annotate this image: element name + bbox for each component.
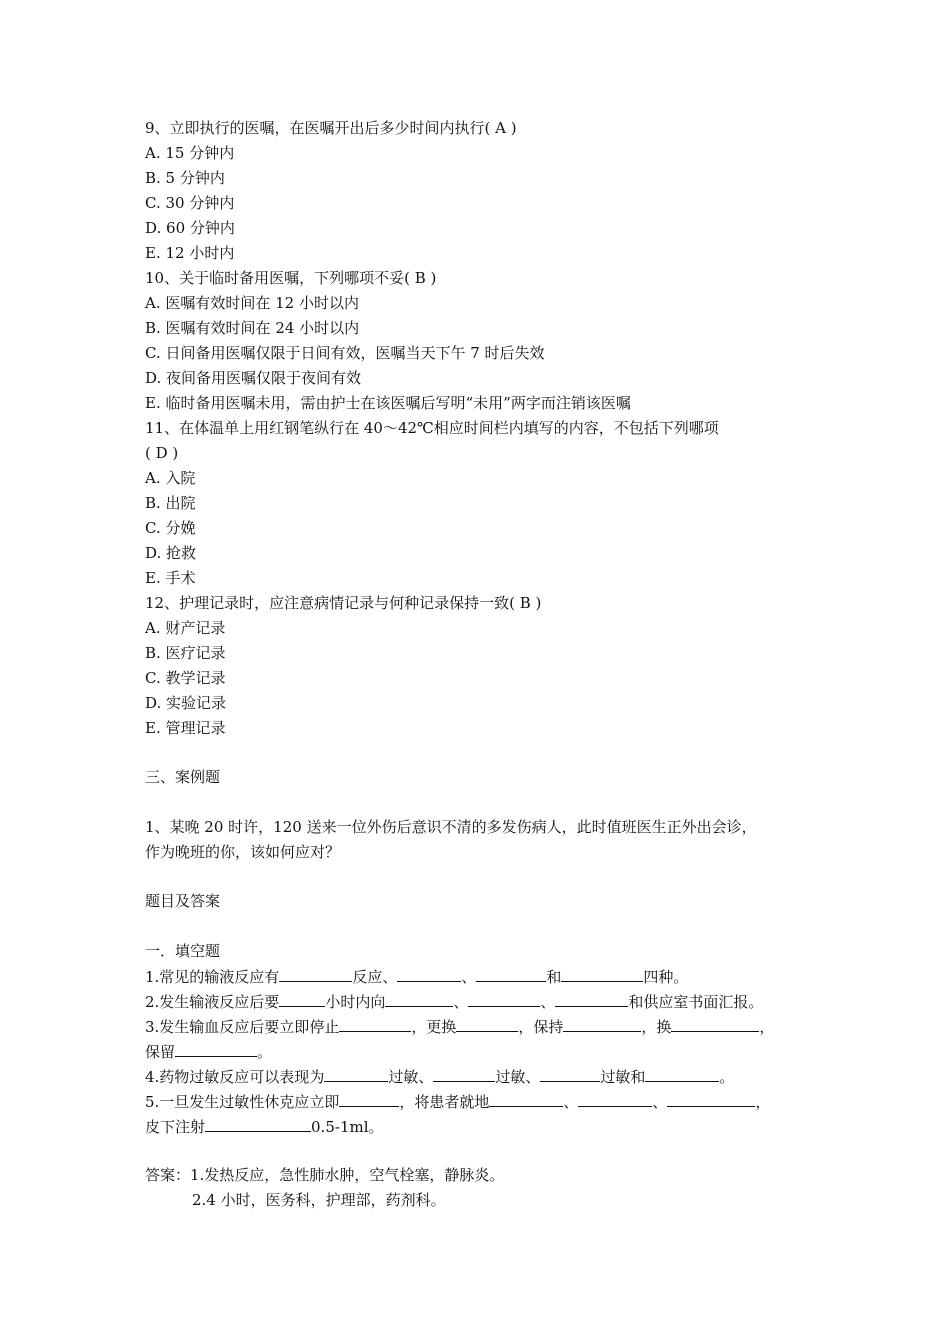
question-11-option-c: C. 分娩 [145,519,196,537]
question-10-option-d: D. 夜间备用医嘱仅限于夜间有效 [145,369,362,387]
fill-q5-text-c: 、 [563,1093,579,1111]
blank-line [205,1116,311,1132]
blank-line [175,1041,257,1057]
fill-q4-text-d: 过敏和 [600,1068,646,1086]
fill-question-5-continued [145,1116,384,1137]
question-12-option-d: D. 实验记录 [145,694,227,712]
fill-q3-text-c: ，保持 [518,1018,564,1036]
blank-line [468,991,540,1007]
fill-q2-text-d: 、 [540,993,556,1011]
fill-q1-text-d: 和 [546,968,562,986]
fill-question-5 [145,1091,770,1112]
section-title: 题目及答案 [145,892,221,910]
fill-q4-text-b: 过敏、 [388,1068,434,1086]
blank-line [397,966,461,982]
blank-line [667,1091,755,1107]
question-9-stem: 9、立即执行的医嘱，在医嘱开出后多少时间内执行( A ) [145,119,517,137]
blank-line [645,1066,719,1082]
blank-line [561,966,643,982]
fill-q3-text-e: ， [759,1018,775,1036]
question-12-stem: 12、护理记录时，应注意病情记录与何种记录保持一致( B ) [145,594,542,612]
case-section-heading: 三、案例题 [145,768,221,786]
fill-question-3 [145,1016,774,1037]
blank-line [671,1016,759,1032]
blank-line [476,966,546,982]
fill-q5b-text-a: 皮下注射 [145,1118,206,1136]
fill-q3-text-d: ，换 [641,1018,672,1036]
question-10-stem: 10、关于临时备用医嘱，下列哪项不妥( B ) [145,269,437,287]
question-9-option-c: C. 30 分钟内 [145,194,235,212]
blank-line [456,1016,518,1032]
fill-q2-text-c: 、 [453,993,469,1011]
fill-q3-text-a: 3.发生输血反应后要立即停止 [145,1018,340,1036]
question-11-option-d: D. 抢救 [145,544,197,562]
blank-line [540,1066,600,1082]
fill-q5-text-b: ，将患者就地 [399,1093,490,1111]
blank-line [563,1016,641,1032]
blank-line [433,1066,495,1082]
fill-q1-text-e: 四种。 [643,968,689,986]
fill-q5b-text-b: 0.5-1ml。 [311,1118,384,1136]
fill-q5-text-d: 、 [652,1093,668,1111]
fill-q2-text-e: 和供应室书面汇报。 [628,993,764,1011]
fill-q2-text-b: 小时内向 [325,993,386,1011]
fill-q3-text-b: ，更换 [411,1018,457,1036]
fill-q4-text-c: 过敏、 [495,1068,541,1086]
answer-line-1: 答案：1.发热反应，急性肺水肿，空气栓塞，静脉炎。 [145,1166,505,1184]
fill-q1-text-b: 反应、 [352,968,398,986]
fill-q5-text-a: 5.一旦发生过敏性休克应立即 [145,1093,340,1111]
fill-section-heading: 一．填空题 [145,942,221,960]
question-12-option-c: C. 教学记录 [145,669,226,687]
fill-question-4 [145,1066,734,1087]
fill-q1-text-a: 1.常见的输液反应有 [145,968,280,986]
blank-line [279,966,352,982]
fill-q4-text-a: 4.药物过敏反应可以表现为 [145,1068,325,1086]
fill-q3b-text-b: 。 [257,1043,273,1061]
question-9-option-e: E. 12 小时内 [145,244,235,262]
blank-line [279,991,325,1007]
question-11-option-b: B. 出院 [145,494,196,512]
fill-question-3-continued [145,1041,272,1062]
fill-q5-text-e: ， [755,1093,771,1111]
case-question-line-2: 作为晚班的你，该如何应对？ [145,843,341,861]
blank-line [339,1091,399,1107]
blank-line [339,1016,411,1032]
fill-q3b-text-a: 保留 [145,1043,176,1061]
fill-question-1 [145,966,688,987]
fill-q4-text-e: 。 [719,1068,735,1086]
blank-line [324,1066,388,1082]
question-9-option-b: B. 5 分钟内 [145,169,225,187]
question-11-stem: 11、在体温单上用红钢笔纵行在 40～42℃相应时间栏内填写的内容，不包括下列哪项 [145,419,719,437]
question-11-option-a: A. 入院 [145,469,196,487]
blank-line [385,991,453,1007]
blank-line [578,1091,652,1107]
question-10-option-e: E. 临时备用医嘱未用，需由护士在该医嘱后写明“未用”两字而注销该医嘱 [145,394,631,412]
fill-question-2 [145,991,763,1012]
answer-line-2: 2.4 小时，医务科，护理部，药剂科。 [192,1191,446,1209]
fill-q1-text-c: 、 [461,968,477,986]
fill-q2-text-a: 2.发生输液反应后要 [145,993,280,1011]
question-11-answer: ( D ) [145,444,179,462]
question-10-option-a: A. 医嘱有效时间在 12 小时以内 [145,294,359,312]
case-question-line-1: 1、某晚 20 时许，120 送来一位外伤后意识不清的多发伤病人，此时值班医生正外出会诊， [145,818,757,836]
question-9-option-d: D. 60 分钟内 [145,219,235,237]
question-12-option-e: E. 管理记录 [145,719,226,737]
blank-line [489,1091,563,1107]
question-10-option-c: C. 日间备用医嘱仅限于日间有效，医嘱当天下午 7 时后失效 [145,344,545,362]
blank-line [555,991,628,1007]
question-12-option-a: A. 财产记录 [145,619,226,637]
question-12-option-b: B. 医疗记录 [145,644,226,662]
question-10-option-b: B. 医嘱有效时间在 24 小时以内 [145,319,360,337]
question-9-option-a: A. 15 分钟内 [145,144,235,162]
question-11-option-e: E. 手术 [145,569,196,587]
